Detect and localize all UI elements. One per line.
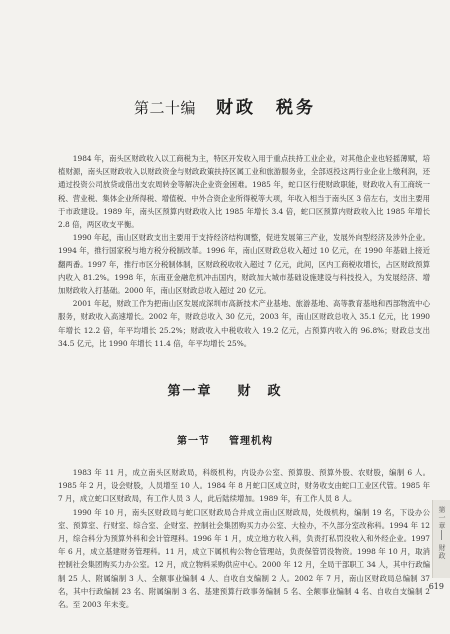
intro-text	[58, 152, 430, 350]
section-title	[0, 432, 450, 447]
section-paragraph: 1983 年 11 月，成立南头区财政局，科级机构，内设办公室、预算股、预算外股、农财股，编制 6 人。1985 年 2 月，设会财股，人员增至 10 人。1984 年 8 月蛇口区成立时，财务收支由蛇口工业区代管。1985 年 7 月，成立蛇口区财政局，有工作人员 3 人，此后陆续增加。1989 年，有工作人员 8 人。	[58, 468, 430, 504]
side-tab-title: 财政	[438, 544, 446, 560]
part-number: 第二十编	[134, 99, 197, 117]
part-name: 财政 税务	[215, 98, 316, 118]
section-text	[58, 466, 430, 611]
intro-paragraph: 1984 年，南头区财政收入以工商税为主，特区开发收入用于重点扶持工业企业，对其他企业也轻摇薄赋，培植财源，南头区财政收入以财政资金与财政政策扶持区属工业和旅游服务业，全部返投这两行业企业上缴利润，还通过投资公司放贷或借出支农周转金等解决企业资金困难。1985 年，蛇口区行使财政职能，财政收入有工商统一税、营业税、集体企业所得税、增值税、中外合资企业所得税等大项，年收入相当于南头区 3 倍左右，支出主要用于市政建设。1989 年，南头区预算内财政收入比 1985 年增长 3.4 倍，蛇口区预算内财政收入比 1985 年增长 2.8 倍，两区收支平衡。	[58, 154, 430, 230]
section-number: 第一节	[177, 436, 211, 447]
part-title	[0, 93, 450, 118]
section-name: 管理机构	[228, 436, 273, 447]
intro-paragraph: 1990 年起，南山区财政支出主要用于支持经济结构调整，促进发展第三产业，发展外向型经济及涉外企业。1994 年，推行国家税与地方税分税制改革。1996 年，南山区财政总收入超过 10 亿元，在 1990 年基础上接近翻两番。1997 年，推行市区分税制体制，区财政税收收入超过 7 亿元，此间，区内工商税收增长，占区财政预算内收入 81.2%。1998 年，东南亚金融危机冲击国内，财政加大城市基础设施建设与科技投入，为发展经济、增加财政收入打基础。2000 年，南山区财政总收入超过 20 亿元。	[58, 233, 430, 296]
section-paragraph: 1990 年 10 月，南头区财政局与蛇口区财政局合并成立南山区财政局，处级机构，编制 19 名，下设办公室、预算室、行财室、综合室、企财室、控制社会集团购买力办公室、大检办，不久部分室改称科。1994 年 12 月，综合科分为预算外科和会计管理科。1996 年 1 月，成立地方收入科，负责打私罚没收入和外经企业。1997 年 6 月，成立基建财务管理科。11 月，成立下属机构公物仓管理站，负责保管罚没物资。1998 年 10 月，取消控制社会集团购买力办公室。12 月，成立物料采购供应中心。2000 年 12 月，全局干部职工 34 人，其中行政编制 25 人、附属编制 3 人、全额事业编制 4 人、自收自支编制 2 人。2002 年 7 月，南山区财政局总编制 37 名，其中行政编制 23 名、附属编制 3 名、基建预算行政事务编制 5 名、全额事业编制 4 名、自收自支编制 2 名。至 2003 年未变。	[58, 507, 430, 610]
chapter-side-tab	[432, 500, 450, 578]
intro-paragraph: 2001 年起，财政工作为把南山区发展成深圳市高新技术产业基地、旅游基地、高等教育基地和西部物流中心服务，财政收入高速增长。2002 年，财政总收入 30 亿元，2003 年，南山区财政总收入 35.1 亿元，比 1990 年增长 12.2 倍，年平均增长 25.2%；财政收入中税收收入 19.2 亿元，占预算内收入的 96.8%；财政总支出 34.5 亿元，比 1990 年增长 11.4 倍，年平均增长 25%。	[58, 299, 430, 348]
chapter-number: 第一章	[167, 384, 213, 399]
page-number: 619	[428, 582, 444, 591]
chapter-title	[0, 380, 450, 399]
side-tab-divider	[441, 530, 442, 540]
side-tab-chapter: 第一章	[438, 506, 446, 530]
chapter-name: 财 政	[237, 384, 283, 399]
